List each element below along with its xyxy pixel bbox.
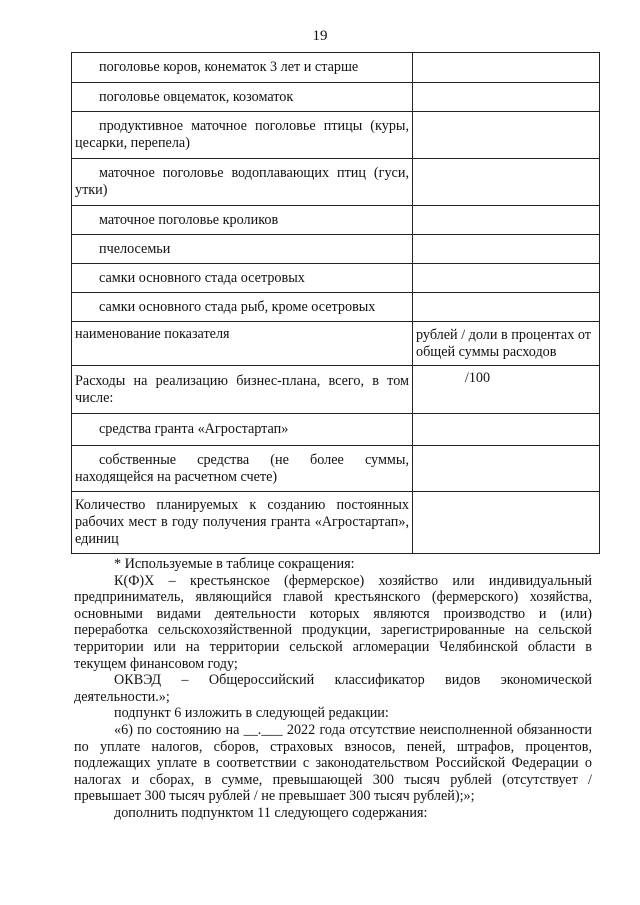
row-value (413, 53, 600, 83)
row-label: пчелосемьи (72, 235, 413, 264)
row-label: продуктивное маточное поголовье птицы (куры, цесарки, перепела) (72, 112, 413, 159)
row-label: маточное поголовье водоплавающих птиц (гуси, утки) (72, 159, 413, 206)
row-label: Количество планируемых к созданию постоянных рабочих мест в году получения гранта «Агростартап», единиц (72, 492, 413, 554)
table-row (72, 235, 600, 264)
row-value (413, 206, 600, 235)
row-value: рублей / доли в процентах от общей суммы расходов (413, 322, 600, 366)
abbreviations-heading: * Используемые в таблице сокращения: (114, 556, 355, 572)
table-row (72, 492, 600, 554)
row-label: маточное поголовье кроликов (72, 206, 413, 235)
table-row (72, 83, 600, 112)
table-row (72, 264, 600, 293)
table-row (72, 366, 600, 414)
page-number: 19 (312, 28, 328, 44)
table-row (72, 159, 600, 206)
row-label: поголовье коров, конематок 3 лет и старше (72, 53, 413, 83)
row-value (413, 264, 600, 293)
row-value: /100 (413, 366, 600, 414)
notes-section (74, 556, 592, 822)
table-row (72, 414, 600, 446)
row-label: Расходы на реализацию бизнес-плана, всего, в том числе: (72, 366, 413, 414)
indicators-table (71, 52, 600, 554)
paragraph-kfh: К(Ф)Х – крестьянское (фермерское) хозяйство или индивидуальный предприниматель, являющийся главой крестьянского (фермерского) хозяйства, основными видами деятельности которых являются производство и (или) переработка сельскохозяйственной продукции, зарегистрированные на сельской территории или на территории сельской агломерации Челябинской области в текущем финансовом году; (74, 572, 592, 672)
row-label: самки основного стада осетровых (72, 264, 413, 293)
paragraph-subpoint-11: дополнить подпунктом 11 следующего содержания: (114, 804, 428, 821)
row-value (413, 159, 600, 206)
row-value (413, 414, 600, 446)
paragraph-subpoint-6: подпункт 6 изложить в следующей редакции: (114, 705, 389, 722)
paragraph-subpoint-6-text: «6) по состоянию на __.___ 2022 года отсутствие неисполненной обязанности по уплате налогов, сборов, страховых взносов, пеней, штрафов, процентов, подлежащих уплате в соответствии с законодательством Российской Федерации о налогах и сборах, в сумме, превышающей 300 тысяч рублей (отсутствует / превышает 300 тысяч рублей / не превышает 300 тысяч рублей);»; (74, 721, 592, 805)
table-row (72, 53, 600, 83)
table-row (72, 446, 600, 492)
row-value (413, 235, 600, 264)
row-label: собственные средства (не более суммы, находящейся на расчетном счете) (72, 446, 413, 492)
row-value (413, 83, 600, 112)
row-value (413, 446, 600, 492)
row-label: наименование показателя (72, 322, 413, 366)
row-label: средства гранта «Агростартап» (72, 414, 413, 446)
table-row (72, 112, 600, 159)
row-label: самки основного стада рыб, кроме осетровых (72, 293, 413, 322)
paragraph-okved: ОКВЭД – Общероссийский классификатор видов экономической деятельности.»; (74, 672, 592, 705)
row-value (413, 492, 600, 554)
table-row (72, 322, 600, 366)
table-row (72, 293, 600, 322)
table-row (72, 206, 600, 235)
row-label: поголовье овцематок, козоматок (72, 83, 413, 112)
row-value (413, 293, 600, 322)
row-value (413, 112, 600, 159)
